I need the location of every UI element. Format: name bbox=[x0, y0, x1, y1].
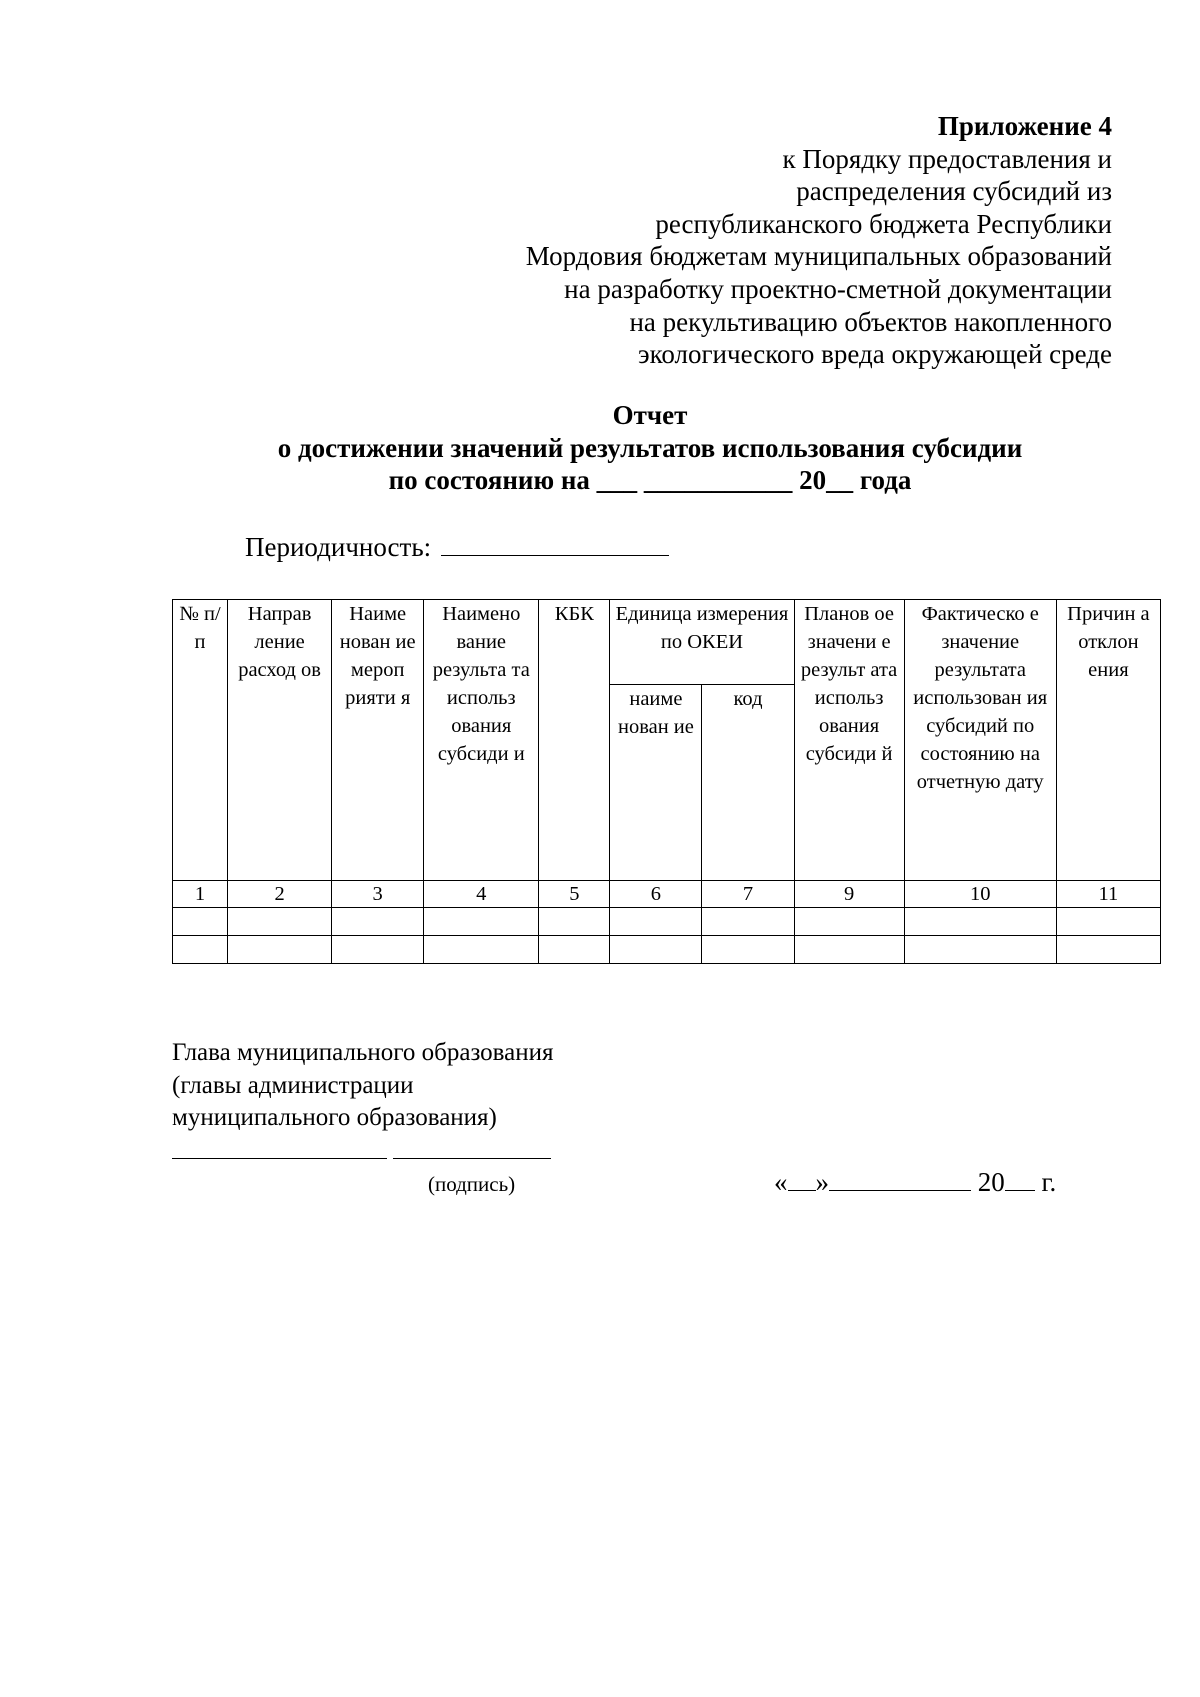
column-number: 11 bbox=[1056, 881, 1160, 908]
table-cell[interactable] bbox=[173, 908, 228, 936]
appendix-heading: Приложение 4 bbox=[937, 111, 1112, 141]
header-number: № п/п bbox=[173, 600, 228, 881]
appendix-line: республиканского бюджета Республики bbox=[655, 208, 1112, 239]
table-cell[interactable] bbox=[424, 936, 539, 964]
appendix-line: на разработку проектно-сметной документации bbox=[564, 273, 1112, 304]
table-cell[interactable] bbox=[702, 908, 794, 936]
appendix-line: Мордовия бюджетам муниципальных образований bbox=[525, 241, 1112, 272]
signature-block bbox=[172, 1037, 554, 1135]
table-cell[interactable] bbox=[794, 936, 904, 964]
column-number: 3 bbox=[332, 881, 424, 908]
table-cell[interactable] bbox=[610, 908, 702, 936]
table-cell[interactable] bbox=[904, 908, 1056, 936]
table-cell[interactable] bbox=[332, 936, 424, 964]
table-column-numbers-row bbox=[173, 881, 1161, 908]
appendix-line: на рекультивацию объектов накопленного bbox=[629, 306, 1112, 337]
table-cell[interactable] bbox=[794, 908, 904, 936]
date-suffix: г. bbox=[1034, 1167, 1057, 1197]
table-cell[interactable] bbox=[332, 908, 424, 936]
column-number: 6 bbox=[610, 881, 702, 908]
table-cell[interactable] bbox=[1056, 936, 1160, 964]
column-number: 7 bbox=[702, 881, 794, 908]
report-title-block bbox=[0, 399, 1200, 497]
header-planned-value: Планов ое значени е результ ата использ ования субсиди й bbox=[794, 600, 904, 881]
column-number: 10 bbox=[904, 881, 1056, 908]
periodicity-blank[interactable] bbox=[441, 533, 669, 556]
signature-date bbox=[774, 1166, 1056, 1198]
header-deviation-reason: Причин а отклон ения bbox=[1056, 600, 1160, 881]
signature-blank[interactable] bbox=[172, 1158, 387, 1159]
table-header-row bbox=[173, 600, 1161, 685]
column-number: 2 bbox=[228, 881, 332, 908]
periodicity-field bbox=[245, 532, 669, 563]
report-table bbox=[172, 599, 1161, 964]
appendix-block bbox=[526, 110, 1112, 371]
header-kbk: КБК bbox=[539, 600, 610, 881]
table-cell[interactable] bbox=[228, 936, 332, 964]
header-result-name: Наимено вание результа та использ ования субсиди и bbox=[424, 600, 539, 881]
table-cell[interactable] bbox=[1056, 908, 1160, 936]
report-date-line: по состоянию на ___ ___________ 20__ года bbox=[388, 465, 912, 495]
year-blank[interactable] bbox=[1005, 1166, 1035, 1191]
month-blank[interactable] bbox=[829, 1166, 971, 1191]
report-title: Отчет bbox=[612, 400, 688, 430]
table-cell[interactable] bbox=[228, 908, 332, 936]
signature-line: Глава муниципального образования bbox=[172, 1039, 554, 1066]
appendix-line: экологического вреда окружающей среде bbox=[638, 339, 1112, 370]
appendix-line: к Порядку предоставления и bbox=[782, 143, 1112, 174]
header-event-name: Наиме нован ие мероп рияти я bbox=[332, 600, 424, 881]
signature-line: (главы администрации bbox=[172, 1071, 414, 1099]
periodicity-label: Периодичность: bbox=[245, 532, 432, 562]
column-number: 5 bbox=[539, 881, 610, 908]
header-actual-value: Фактическо е значение результата использован ия субсидий по состоянию на отчетную дату bbox=[904, 600, 1056, 881]
report-subtitle: о достижении значений результатов использования субсидии bbox=[277, 432, 1023, 463]
table-cell[interactable] bbox=[539, 936, 610, 964]
name-blank[interactable] bbox=[393, 1158, 551, 1159]
table-cell[interactable] bbox=[904, 936, 1056, 964]
date-quote-close: » bbox=[815, 1167, 829, 1197]
column-number: 9 bbox=[794, 881, 904, 908]
table-row bbox=[173, 908, 1161, 936]
table-row bbox=[173, 936, 1161, 964]
table-cell[interactable] bbox=[539, 908, 610, 936]
table-cell[interactable] bbox=[424, 908, 539, 936]
table-cell[interactable] bbox=[702, 936, 794, 964]
header-unit-okei: Единица измерения по ОКЕИ bbox=[610, 600, 794, 685]
table-cell[interactable] bbox=[610, 936, 702, 964]
table-cell[interactable] bbox=[173, 936, 228, 964]
header-unit-name: наиме нован ие bbox=[610, 685, 702, 881]
header-expense-direction: Направ ление расход ов bbox=[228, 600, 332, 881]
column-number: 1 bbox=[173, 881, 228, 908]
date-quote-open: « bbox=[774, 1167, 788, 1197]
header-unit-code: код bbox=[702, 685, 794, 881]
day-blank[interactable] bbox=[788, 1166, 816, 1191]
signature-caption: (подпись) bbox=[428, 1172, 516, 1196]
column-number: 4 bbox=[424, 881, 539, 908]
appendix-line: распределения субсидий из bbox=[796, 176, 1112, 207]
signature-line: муниципального образования) bbox=[172, 1104, 497, 1131]
date-year: 20 bbox=[977, 1167, 1005, 1197]
